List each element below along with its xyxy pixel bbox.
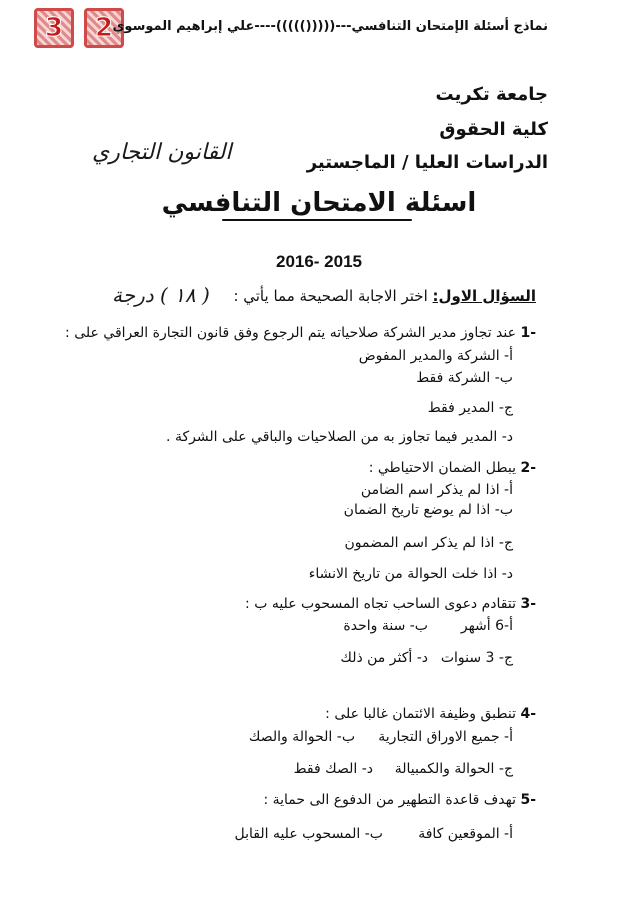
option-c: ج- المدير فقط	[427, 400, 513, 416]
question-text: يبطل الضمان الاحتياطي :	[368, 460, 516, 476]
option-c: ج- الحوالة والكمبيالة	[394, 761, 513, 777]
college-name: كلية الحقوق	[439, 119, 548, 140]
subject-handwritten: القانون التجاري	[92, 140, 232, 165]
option-d: د- أكثر من ذلك	[340, 650, 428, 666]
badge-3	[34, 8, 74, 48]
university-name: جامعة تكريت	[435, 84, 548, 105]
option-c: ج- 3 سنوات	[440, 650, 513, 666]
option-b: ب- سنة واحدة	[343, 618, 428, 634]
option-d: د- اذا خلت الحوالة من تاريخ الانشاء	[308, 566, 513, 582]
question-number: -4	[520, 706, 536, 722]
question-number: -1	[520, 325, 536, 341]
question-text: تتقادم دعوى الساحب تجاه المسحوب عليه ب :	[245, 596, 516, 612]
question1-heading	[233, 287, 536, 305]
marks-handwritten: ( ١٨ ) درجة	[112, 283, 210, 307]
option-a: أ- اذا لم يذكر اسم الضامن	[360, 482, 513, 498]
badge-number: 2	[94, 13, 114, 43]
question-number: -5	[520, 792, 536, 808]
header-title: نماذج أسئلة الإمتحان التنافسي---((((()))))----علي إبراهيم الموسوي	[112, 19, 548, 34]
option-b: ب- الحوالة والصك	[248, 729, 355, 745]
option-d: د- المدير فيما تجاوز به من الصلاحيات والباقي على الشركة .	[166, 429, 513, 445]
option-d: د- الصك فقط	[293, 761, 373, 777]
option-c: ج- اذا لم يذكر اسم المضمون	[344, 535, 513, 551]
question-item-5	[263, 792, 536, 808]
option-b: ب- المسحوب عليه القابل	[234, 826, 383, 842]
question-item-1	[65, 325, 536, 341]
option-b: ب- اذا لم يوضع تاريخ الضمان	[343, 502, 513, 518]
option-a: أ- الموقعين كافة	[418, 826, 513, 842]
question-item-4	[325, 706, 536, 722]
exam-title: اسئلة الامتحان التنافسي	[161, 188, 477, 218]
question-text: تهدف قاعدة التطهير من الدفوع الى حماية :	[263, 792, 516, 808]
studies-level: الدراسات العليا / الماجستير	[306, 152, 548, 173]
question1-instruction: اختر الاجابة الصحيحة مما يأتي :	[233, 287, 428, 305]
question-text: تنطبق وظيفة الائتمان غالبا على :	[325, 706, 516, 722]
question-number: -2	[520, 460, 536, 476]
option-a: أ- جميع الاوراق التجارية	[378, 729, 513, 745]
question-number: -3	[520, 596, 536, 612]
question1-label: السؤال الاول:	[432, 287, 536, 305]
option-b: ب- الشركة فقط	[416, 370, 513, 386]
badge-number: 3	[44, 13, 64, 43]
question-text: عند تجاوز مدير الشركة صلاحياته يتم الرجوع وفق قانون التجارة العراقي على :	[65, 325, 516, 341]
exam-years: 2016- 2015	[275, 252, 363, 271]
option-a: أ- الشركة والمدير المفوض	[358, 348, 513, 364]
question-item-3	[245, 596, 536, 612]
page-number-badges	[34, 8, 124, 48]
question-item-2	[369, 460, 536, 476]
option-a: أ-6 أشهر	[460, 618, 513, 634]
title-underline	[222, 219, 412, 221]
